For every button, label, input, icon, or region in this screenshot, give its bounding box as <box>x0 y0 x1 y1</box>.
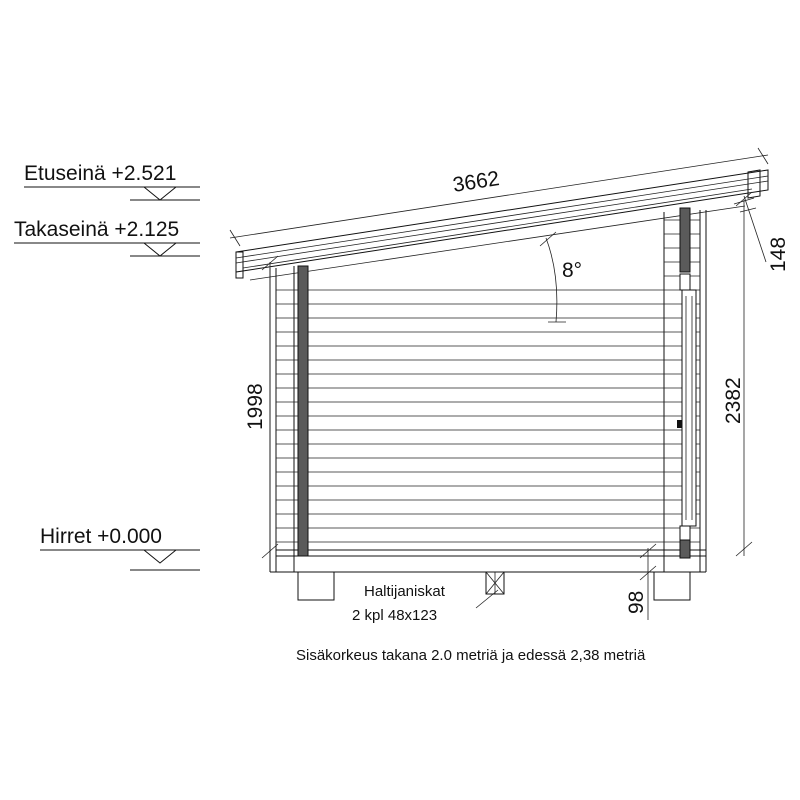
joist-title: Haltijaniskat <box>364 583 445 600</box>
level-marker-back-wall <box>14 218 200 256</box>
wall-body <box>270 210 706 572</box>
interior-height-caption: Sisäkorkeus takana 2.0 metriä ja edessä 2,38 metriä <box>296 647 646 664</box>
level-label-logs: Hirret +0.000 <box>40 525 162 548</box>
roof-angle-dimension <box>540 232 582 322</box>
roof-angle-label: 8° <box>562 259 583 282</box>
front-wall-height-dimension <box>722 192 752 556</box>
joist-drop-dimension <box>625 544 656 620</box>
back-wall-height-label: 1998 <box>244 383 267 430</box>
joist-spec: 2 kpl 48x123 <box>352 607 438 624</box>
foundation-block-front <box>654 572 690 600</box>
joist-drop-label: 98 <box>625 590 648 614</box>
level-label-front-wall: Etuseinä +2.521 <box>24 162 177 185</box>
roof-length-label: 3662 <box>451 167 501 197</box>
back-wall-height-dimension <box>244 256 278 560</box>
level-marker-front-wall <box>24 162 200 200</box>
wall-logs <box>276 220 700 542</box>
level-label-back-wall: Takaseinä +2.125 <box>14 218 180 241</box>
roof-thickness-dimension <box>734 196 790 272</box>
level-marker-logs <box>40 525 200 570</box>
roof-thickness-label: 148 <box>767 236 790 272</box>
foundation-block-back <box>298 572 334 600</box>
front-wall-height-label: 2382 <box>722 377 745 424</box>
log-end-post-back <box>298 266 308 556</box>
joist-section <box>476 572 504 608</box>
